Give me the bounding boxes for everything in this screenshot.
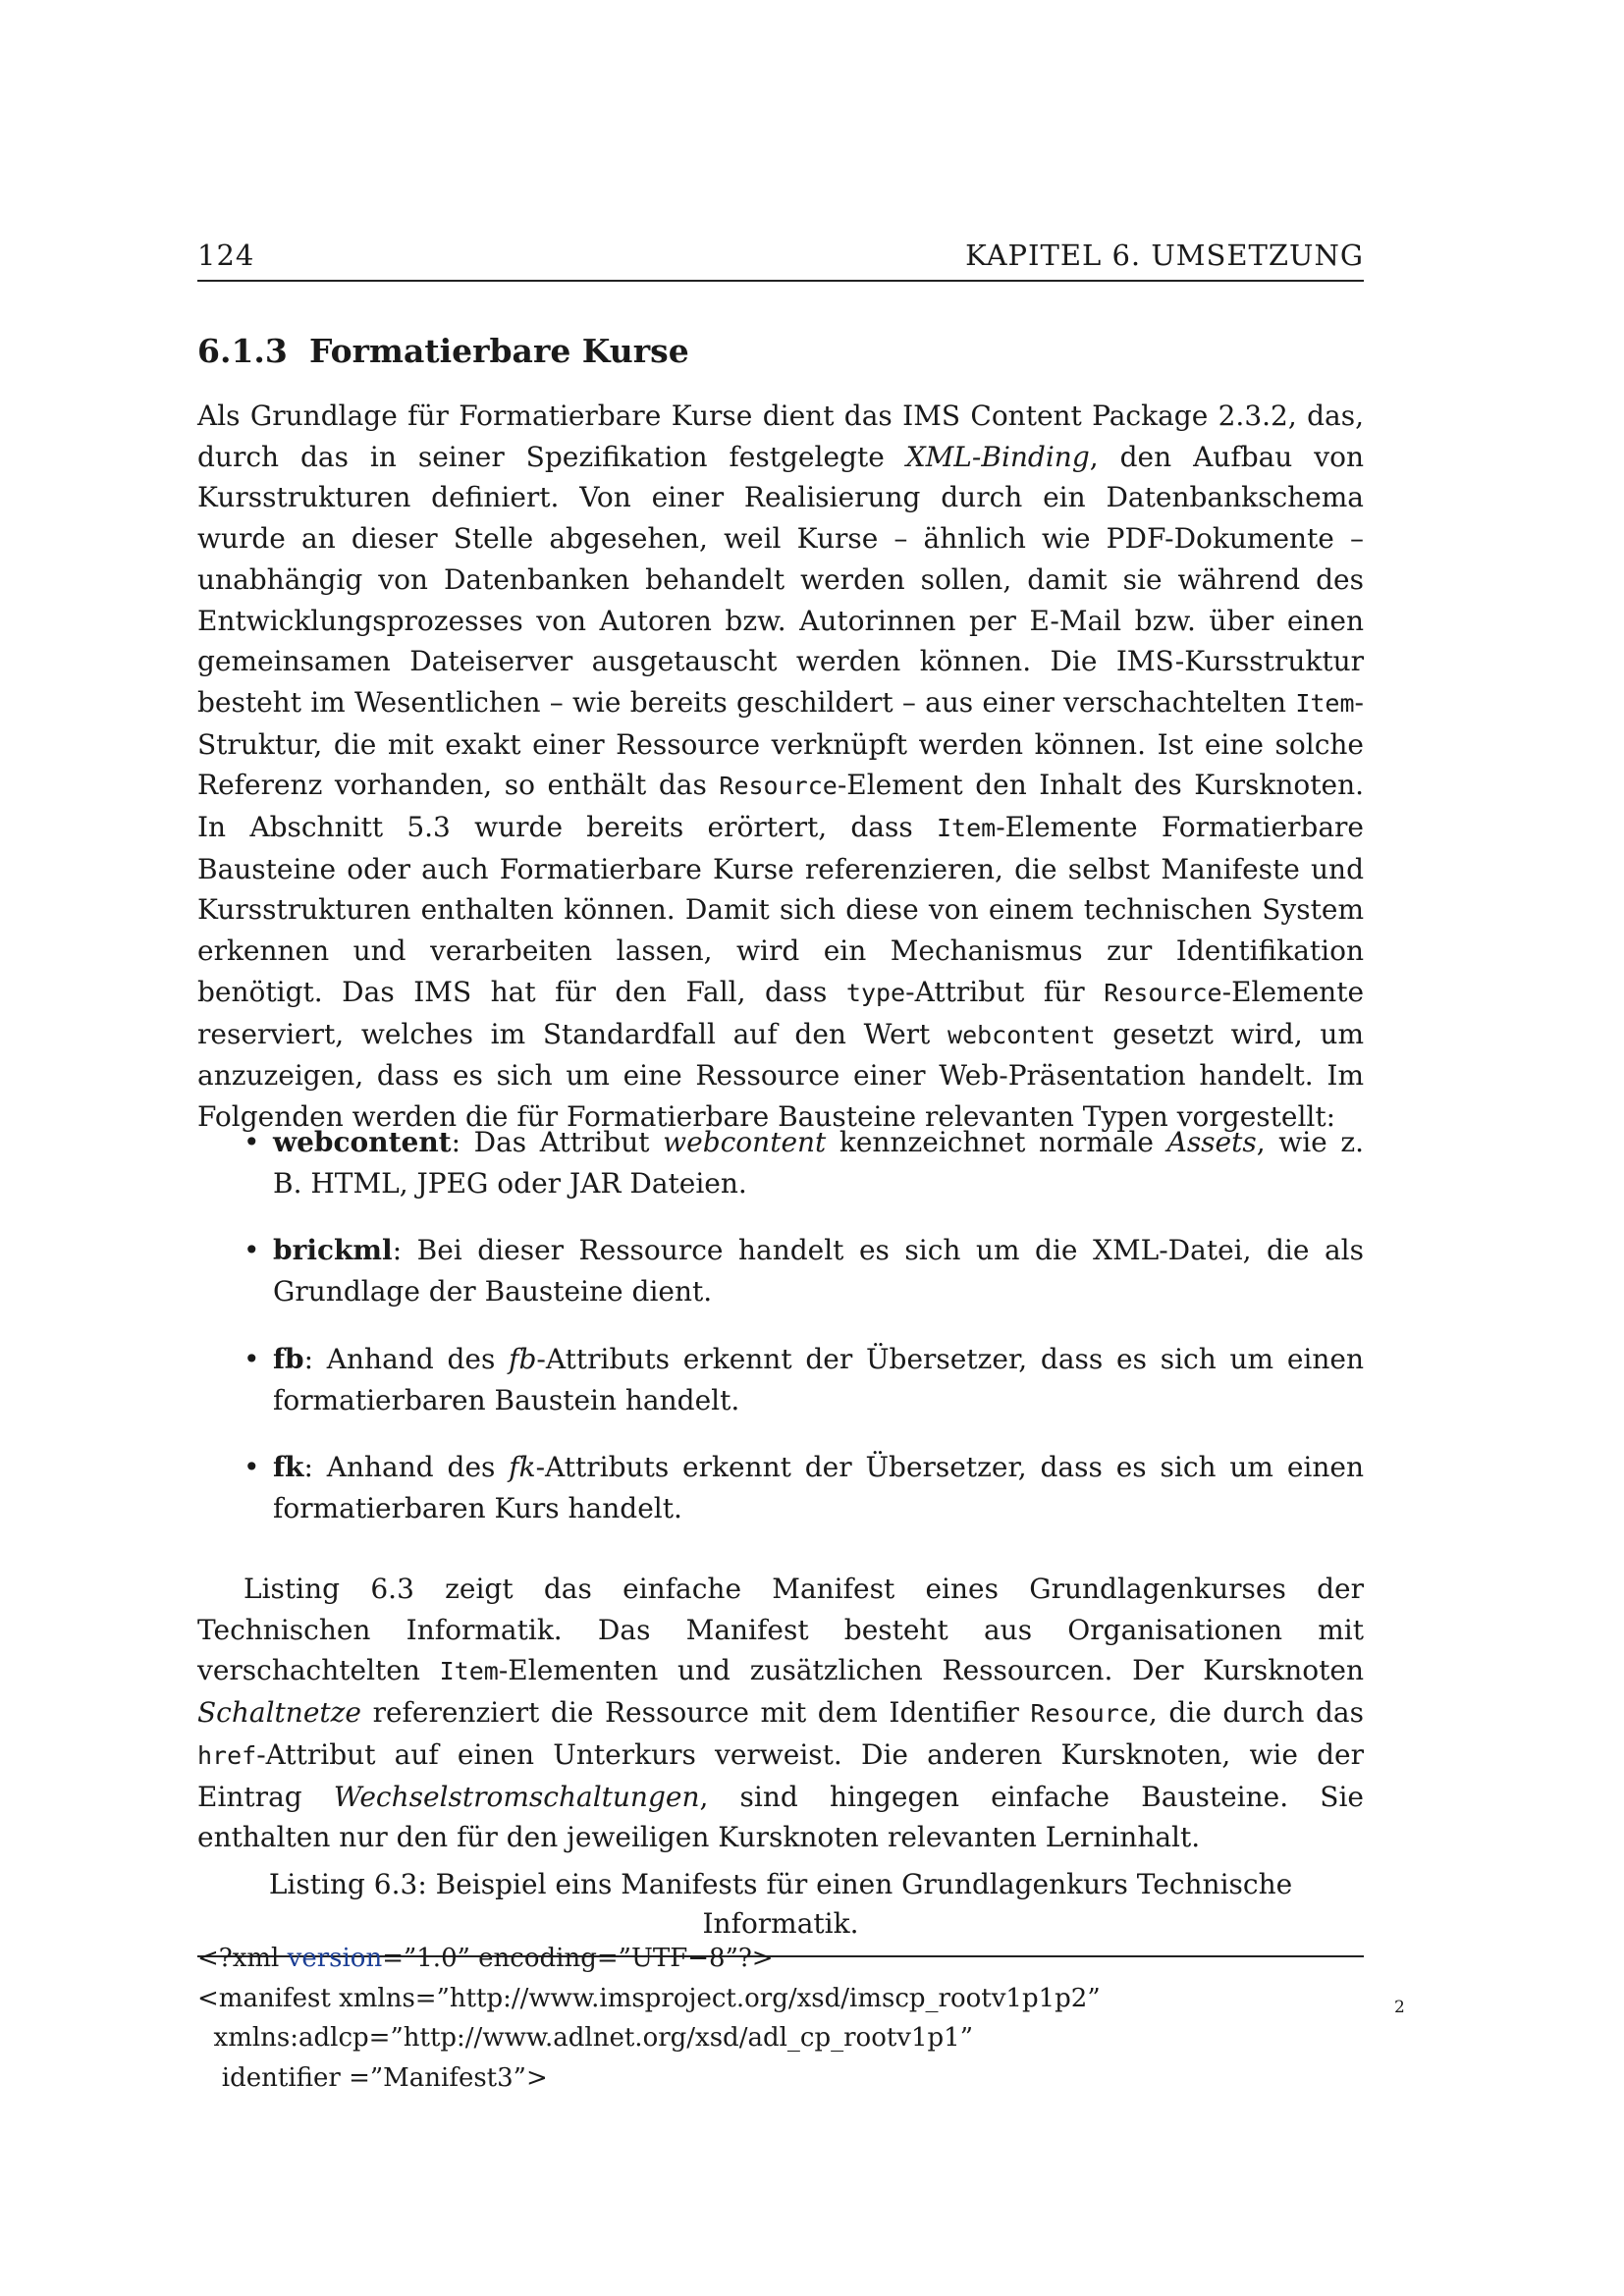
text-run: -Attribut für xyxy=(905,975,1105,1008)
italic-term: Schaltnetze xyxy=(197,1696,361,1730)
running-head-chapter: KAPITEL 6. UMSETZUNG xyxy=(965,239,1364,272)
list-item xyxy=(197,1447,1364,1528)
list-item xyxy=(197,1122,1364,1203)
code-listing xyxy=(197,1939,1364,2098)
list-item xyxy=(197,1230,1364,1311)
italic-term: Assets xyxy=(1166,1126,1257,1158)
text-run: , die durch das xyxy=(1148,1696,1364,1730)
text-run: -Elementen und zusätzlichen Ressourcen. Der Kursknoten xyxy=(498,1654,1364,1687)
code-line: identifier =”Manifest3”> xyxy=(197,2062,548,2093)
body-paragraph-1 xyxy=(197,396,1364,1138)
type-list xyxy=(197,1122,1364,1556)
code-term: Item xyxy=(937,814,997,843)
code-line: xmlns:adlcp=”http://www.adlnet.org/xsd/adl_cp_rootv1p1” xyxy=(197,2023,974,2053)
text-run: : Anhand des xyxy=(303,1451,510,1484)
text-run: -Struktur, die mit exakt einer Ressource verknüpft werden können. Ist eine solche Referenz vorhanden, so enthält das xyxy=(197,685,1364,802)
italic-term: XML-Binding xyxy=(905,440,1090,473)
text-run: , wie z. B. HTML, JPEG oder JAR Dateien. xyxy=(273,1126,1364,1200)
bullet-icon: • xyxy=(244,1451,260,1484)
code-term: Resource xyxy=(1030,1699,1149,1729)
code-line xyxy=(197,1939,1364,1979)
text-run: , sind hingegen einfache Bausteine. Sie enthalten nur den für den jeweiligen Kursknoten relevanten Lerninhalt. xyxy=(197,1780,1364,1854)
text-run: Als Grundlage für Formatierbare Kurse dient das IMS Content Package 2.3.2, das, durch das in seiner Spezifikation festgelegte xyxy=(197,400,1364,473)
code-text: =”1.0” encoding=”UTF−8”?> xyxy=(382,1944,774,1973)
text-run: : Anhand des xyxy=(303,1342,510,1375)
list-term: brickml xyxy=(273,1234,393,1267)
list-term: webcontent xyxy=(273,1126,452,1158)
code-term: webcontent xyxy=(947,1020,1096,1049)
text-run: gesetzt wird, um anzuzeigen, dass es sich um eine Ressource einer Web-Präsentation handelt. Im Folgenden werden die für Formatierbare Bausteine relevanten Typen vorgestellt: xyxy=(197,1017,1364,1133)
italic-term: Wechselstromschaltungen xyxy=(333,1780,700,1813)
code-term: Item xyxy=(439,1657,499,1686)
body-paragraph-2 xyxy=(197,1569,1364,1858)
italic-term: fk xyxy=(509,1451,536,1484)
bullet-icon: • xyxy=(244,1234,260,1267)
section-title: Formatierbare Kurse xyxy=(309,332,689,370)
bullet-icon: • xyxy=(244,1342,260,1375)
text-run: -Attribut auf einen Unterkurs verweist. Die anderen Kursknoten, wie der Eintrag xyxy=(197,1737,1364,1813)
listing-caption: Listing 6.3: Beispiel eins Manifests für einen Grundlagenkurs Technische Informatik. xyxy=(197,1865,1364,1957)
italic-term: webcontent xyxy=(663,1126,827,1158)
code-text: <?xml xyxy=(197,1944,288,1973)
italic-term: fb xyxy=(509,1342,537,1375)
text-run: -Element den Inhalt des Kursknoten. In Abschnitt 5.3 wurde bereits erörtert, dass xyxy=(197,769,1365,844)
list-term: fk xyxy=(273,1451,304,1484)
text-run: : Bei dieser Ressource handelt es sich um die XML-Datei, die als Grundlage der Bausteine dient. xyxy=(273,1234,1364,1308)
code-term: href xyxy=(197,1740,257,1770)
text-run: referenziert die Ressource mit dem Identifier xyxy=(360,1696,1031,1730)
text-run: -Attributs erkennt der Übersetzer, dass es sich um einen formatierbaren Kurs handelt. xyxy=(273,1451,1364,1524)
code-term: Item xyxy=(1295,688,1355,718)
page-number: 124 xyxy=(197,239,255,272)
text-run: , den Aufbau von Kursstrukturen definiert. Von einer Realisierung durch ein Datenbankschema wurde an dieser Stelle abgesehen, weil Kurse – ähnlich wie PDF-Dokumente – unabhängig von Datenbanken behandelt werden sollen, damit sie während des Entwicklungsprozesses von Autoren bzw. Autorinnen per E-Mail bzw. über einen gemeinsamen Dateiserver ausgetauscht werden können. Die IMS-Kursstruktur besteht im Wesentlichen – wie bereits geschildert – aus einer verschachtelten xyxy=(197,440,1364,719)
page-header xyxy=(197,239,1364,282)
text-run: -Attributs erkennt der Übersetzer, dass es sich um einen formatierbaren Baustein handelt. xyxy=(273,1342,1364,1416)
section-number: 6.1.3 xyxy=(197,332,288,370)
code-term: Resource xyxy=(1104,978,1222,1007)
list-item xyxy=(197,1339,1364,1420)
text-run: -Elemente reserviert, welches im Standardfall auf den Wert xyxy=(197,975,1365,1050)
list-term: fb xyxy=(273,1342,304,1375)
bullet-icon: • xyxy=(244,1126,260,1158)
code-keyword: version xyxy=(287,1944,383,1973)
section-heading xyxy=(197,332,689,370)
text-run: -Elemente Formatierbare Bausteine oder auch Formatierbare Kurse referenzieren, die selbst Manifeste und Kursstrukturen enthalten können. Damit sich diese von einem technischen System erkennen und verarbeiten lassen, wird ein Mechanismus zur Identifikation benötigt. Das IMS hat für den Fall, dass xyxy=(197,811,1364,1008)
code-term: Resource xyxy=(719,772,838,801)
text-run: : Das Attribut xyxy=(451,1126,664,1158)
text-run: kennzeichnet normale xyxy=(826,1126,1167,1158)
code-term: type xyxy=(845,978,906,1007)
code-line: <manifest xmlns=”http://www.imsproject.org/xsd/imscp_rootv1p1p2” xyxy=(197,1983,1101,2013)
text-run: Listing 6.3 zeigt das einfache Manifest eines Grundlagenkurses der Technischen Informatik. Das Manifest besteht aus Organisationen mit verschachtelten xyxy=(197,1573,1364,1687)
code-line-number: 2 xyxy=(1394,1998,1405,2017)
